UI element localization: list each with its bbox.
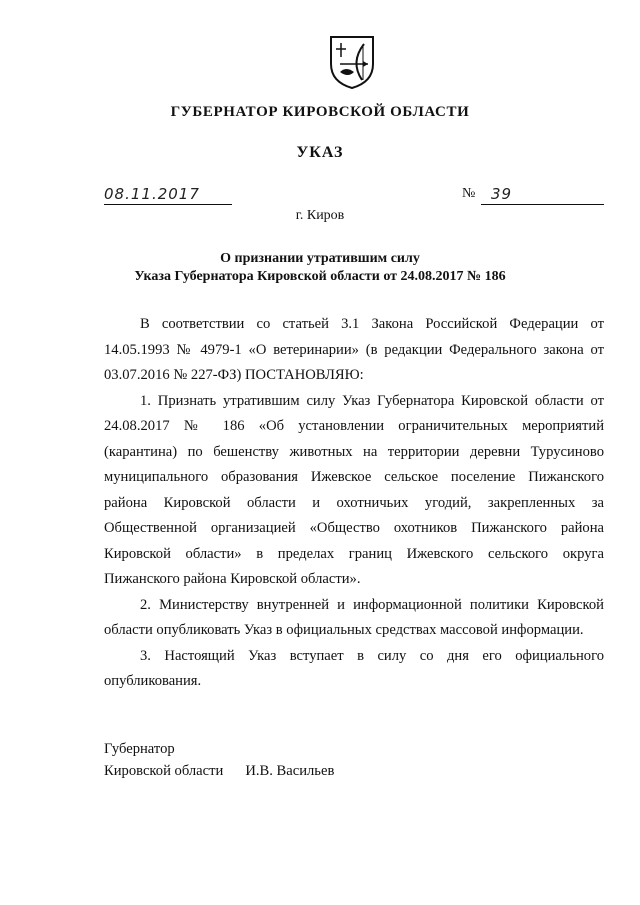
document-subject bbox=[0, 250, 640, 286]
signature-block bbox=[104, 738, 334, 782]
number-sign: № bbox=[462, 186, 476, 201]
handwritten-date: 08.11.2017 bbox=[104, 185, 200, 203]
handwritten-number: 39 bbox=[491, 185, 513, 203]
subject-line-2: Указа Губернатора Кировской области от 24.08.2017 № 186 bbox=[134, 269, 506, 284]
signatory-region: Кировской области bbox=[104, 763, 224, 779]
signatory-title-line-1: Губернатор bbox=[104, 741, 175, 757]
item-1-paragraph: 1. Признать утратившим силу Указ Губернатора Кировской области от 24.08.2017 № 186 «Об установлении ограничительных мероприятий (карантина) по бешенству животных на территории деревни Турусиново муниципального образования Ижевское сельское поселение Пижанского района Кировской области и охотничьих угодий, закрепленных за Общественной организацией «Общество охотников Пижанского района Кировской области» в пределах границ Ижевского сельского округа Пижанского района Кировской области». bbox=[104, 392, 604, 587]
issuer-title: ГУБЕРНАТОР КИРОВСКОЙ ОБЛАСТИ bbox=[170, 104, 470, 120]
date-field bbox=[104, 184, 232, 205]
signatory-name: И.В. Васильев bbox=[245, 763, 335, 779]
number-field bbox=[481, 184, 604, 205]
city: г. Киров bbox=[295, 208, 345, 223]
preamble-paragraph: В соответствии со статьей 3.1 Закона Российской Федерации от 14.05.1993 № 4979-1 «О ветеринарии» (в редакции Федерального закона от 03.07.2016 № 227-ФЗ) ПОСТАНОВЛЯЮ: bbox=[104, 316, 604, 383]
coat-of-arms-icon bbox=[328, 34, 376, 90]
item-3-paragraph: 3. Настоящий Указ вступает в силу со дня его официального опубликования. bbox=[104, 647, 604, 689]
document-body bbox=[104, 312, 604, 695]
signatory-title-line-2 bbox=[104, 760, 334, 782]
subject-line-1: О признании утратившим силу bbox=[220, 251, 420, 266]
document-type: УКАЗ bbox=[296, 144, 344, 161]
item-2-paragraph: 2. Министерству внутренней и информационной политики Кировской области опубликовать Указ в официальных средствах массовой информации. bbox=[104, 596, 604, 638]
